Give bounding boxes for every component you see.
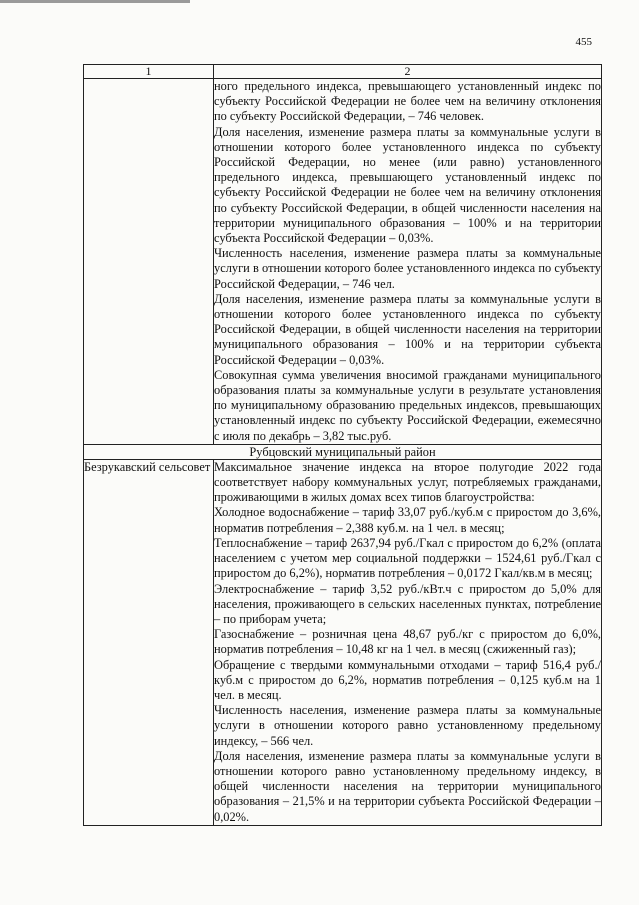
scan-edge-mark — [0, 0, 190, 3]
paragraph: Доля населения, изменение размера платы за коммунальные услуги в отношении которого более установленного индекса по субъекту Российской Федерации, в общей численности населения на территории муниципального образования – 100% и на территории субъекта Российской Федерации – 0,03%. — [214, 291, 601, 367]
paragraph: Обращение с твердыми коммунальными отходами – тариф 516,4 руб./куб.м с приростом до 6,2%, норматив потребления – 0,125 куб.м на 1 чел. в месяц. — [214, 657, 601, 702]
column-header-1: 1 — [84, 65, 214, 79]
column-header-2: 2 — [214, 65, 602, 79]
paragraph: Теплоснабжение – тариф 2637,94 руб./Гкал с приростом до 6,2% (оплата населением с учетом мер социальной поддержки – 1524,61 руб./Гкал с приростом до 6,2%), норматив потребления – 0,0172 Гкал/кв.м в месяц; — [214, 535, 601, 581]
table-row — [84, 79, 602, 445]
paragraph: Холодное водоснабжение – тариф 33,07 руб./куб.м с приростом до 3,6%, норматив потребления – 2,388 куб.м. на 1 чел. в месяц; — [214, 505, 601, 535]
paragraph: Доля населения, изменение размера платы за коммунальные услуги в отношении которого равно установленному предельному индексу, в общей численности населения на территории муниципального образования – 21,5% и на территории субъекта Российской Федерации – 0,02%. — [214, 748, 601, 824]
municipality-cell-empty — [84, 79, 214, 445]
paragraph: Максимальное значение индекса на второе полугодие 2022 года соответствует набору коммунальных услуг, потребляемых гражданами, проживающими в жилых домах всех типов благоустройства: — [214, 459, 601, 505]
table-header-row — [84, 65, 602, 79]
table-row — [84, 459, 602, 825]
paragraph: ного предельного индекса, превышающего установленный индекс по субъекту Российской Федерации не более чем на величину отклонения по субъекту Российской Федерации, – 746 человек. — [214, 79, 601, 124]
paragraph: Совокупная сумма увеличения вносимой гражданами муниципального образования платы за коммунальные услуги в результате установления по муниципальному образованию предельных индексов, превышающих установленный индекс по субъекту Российской Федерации, ежемесячно с июля по декабрь – 3,82 тыс.руб. — [214, 367, 601, 443]
description-cell — [214, 459, 602, 825]
paragraph: Доля населения, изменение размера платы за коммунальные услуги в отношении которого более установленного индекса по субъекту Российской Федерации, но менее (или равно) установленного предельного индекса, превышающего установленный индекс по субъекту Российской Федерации не более чем на величину отклонения по субъекту Российской Федерации, в общей численности населения на территории муниципального образования – 100% и на территории субъекта Российской Федерации – 0,03%. — [214, 124, 601, 246]
paragraph: Газоснабжение – розничная цена 48,67 руб./кг с приростом до 6,0%, норматив потребления – 10,48 кг на 1 чел. в месяц (сжиженный газ); — [214, 627, 601, 657]
paragraph: Электроснабжение – тариф 3,52 руб./кВт.ч с приростом до 5,0% для населения, проживающего в сельских населенных пунктах, потребление – по приборам учета; — [214, 581, 601, 626]
paragraph: Численность населения, изменение размера платы за коммунальные услуги в отношении которого равно установленному предельному индексу, – 566 чел. — [214, 703, 601, 748]
data-table — [83, 64, 602, 826]
municipality-cell: Безрукавский сельсовет — [84, 459, 214, 825]
region-title: Рубцовский муниципальный район — [84, 444, 602, 459]
paragraph: Численность населения, изменение размера платы за коммунальные услуги в отношении которого более установленного индекса по субъекту Российской Федерации, – 746 чел. — [214, 246, 601, 291]
description-cell — [214, 79, 602, 445]
page-number: 455 — [575, 36, 592, 48]
region-row — [84, 444, 602, 459]
